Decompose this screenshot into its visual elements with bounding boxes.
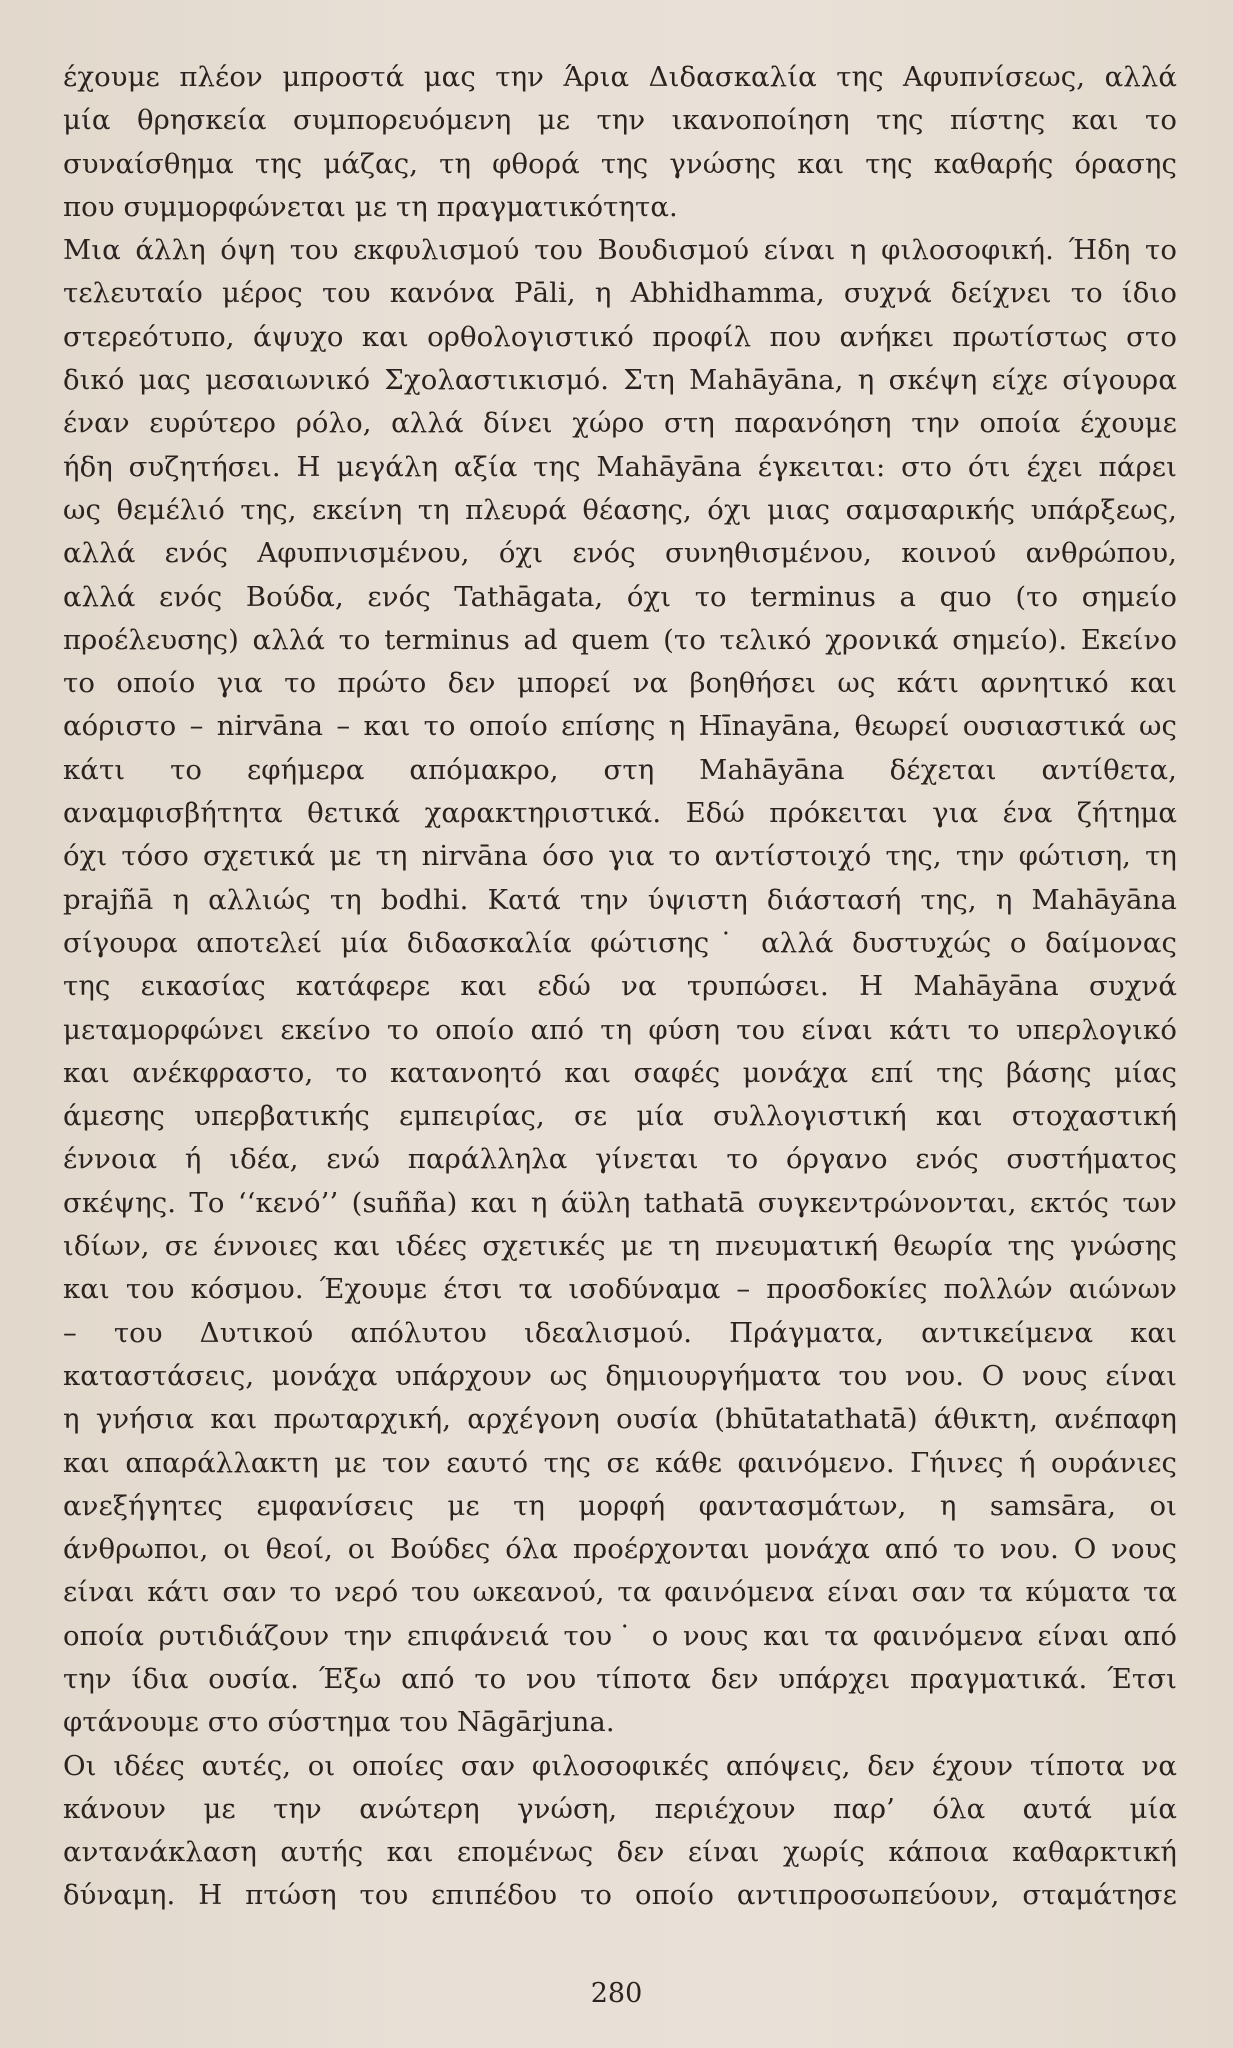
text-line: κάνουν με την ανώτερη γνώση, περιέχουν παρ’ όλα αυτά μία [63, 1792, 1177, 1825]
text-line: φτάνουμε στο σύστημα του Nāgārjuna. [63, 1706, 615, 1739]
text-line: ήδη συζητήσει. Η μεγάλη αξία της Mahāyāna έγκειται: στο ότι έχει πάρει [63, 450, 1177, 483]
text-line: όχι τόσο σχετικά με τη nirvāna όσο για το αντίστοιχό της, την φώτιση, τη [63, 840, 1177, 873]
text-line: προέλευσης) αλλά το terminus ad quem (το τελικό χρονικά σημείο). Εκείνο [63, 623, 1177, 656]
text-line: είναι κάτι σαν το νερό του ωκεανού, τα φαινόμενα είναι σαν τα κύματα τα [63, 1576, 1177, 1609]
text-line: αλλά ενός Αφυπνισμένου, όχι ενός συνηθισμένου, κοινού ανθρώπου, [63, 537, 1177, 570]
text-line: κάτι το εφήμερα απόμακρο, στη Mahāyāna δέχεται αντίθετα, [63, 753, 1177, 786]
text-line: της εικασίας κατάφερε και εδώ να τρυπώσει. Η Mahāyāna συχνά [63, 970, 1177, 1003]
text-line: ανεξήγητες εμφανίσεις με τη μορφή φαντασμάτων, η samsāra, οι [63, 1489, 1177, 1522]
text-line: σκέψης. Το ‘‘κενό’’ (suñña) και η άϋλη tathatā συγκεντρώνονται, εκτός των [63, 1186, 1177, 1219]
text-line: αόριστο – nirvāna – και το οποίο επίσης η Hīnayāna, θεωρεί ουσιαστικά ως [63, 710, 1177, 743]
paragraph [63, 229, 1177, 1744]
text-line: αλλά ενός Βούδα, ενός Tathāgata, όχι το terminus a quo (το σημείο [63, 580, 1177, 613]
text-line: και του κόσμου. Έχουμε έτσι τα ισοδύναμα – προσδοκίες πολλών αιώνων [63, 1273, 1177, 1306]
text-line: το οποίο για το πρώτο δεν μπορεί να βοηθήσει ως κάτι αρνητικό και [63, 667, 1177, 700]
text-line: άνθρωποι, οι θεοί, οι Βούδες όλα προέρχονται μονάχα από το νου. Ο νους [63, 1533, 1177, 1566]
text-line: ιδίων, σε έννοιες και ιδέες σχετικές με τη πνευματική θεωρία της γνώσης [63, 1230, 1177, 1263]
text-line: έναν ευρύτερο ρόλο, αλλά δίνει χώρο στη παρανόηση την οποία έχουμε [63, 407, 1177, 440]
text-line: οποία ρυτιδιάζουν την επιφάνειά του˙ ο νους και τα φαινόμενα είναι από [63, 1619, 1177, 1652]
text-line: καταστάσεις, μονάχα υπάρχουν ως δημιουργήματα του νου. Ο νους είναι [63, 1359, 1177, 1392]
text-line: την ίδια ουσία. Έξω από το νου τίποτα δεν υπάρχει πραγματικά. Έτσι [63, 1662, 1177, 1695]
text-line: prajñā η αλλιώς τη bodhi. Κατά την ύψιστη διάστασή της, η Mahāyāna [63, 883, 1177, 916]
text-line: στερεότυπο, άψυχο και ορθολογιστικό προφίλ που ανήκει πρωτίστως στο [63, 320, 1177, 353]
text-line: μεταμορφώνει εκείνο το οποίο από τη φύση του είναι κάτι το υπερλογικό [63, 1013, 1177, 1046]
text-line: – του Δυτικού απόλυτου ιδεαλισμού. Πράγματα, αντικείμενα και [63, 1316, 1177, 1349]
text-line: συναίσθημα της μάζας, τη φθορά της γνώσης και της καθαρής όρασης [63, 147, 1177, 180]
text-line: έννοια ή ιδέα, ενώ παράλληλα γίνεται το όργανο ενός συστήματος [63, 1143, 1177, 1176]
text-line: τελευταίο μέρος του κανόνα Pāli, η Abhidhamma, συχνά δείχνει το ίδιο [63, 277, 1177, 310]
text-line: έχουμε πλέον μπροστά μας την Άρια Διδασκαλία της Αφυπνίσεως, αλλά [63, 61, 1177, 93]
text-line: μία θρησκεία συμπορευόμενη με την ικανοποίηση της πίστης και το [63, 104, 1177, 137]
text-body [63, 56, 1177, 1918]
paragraph [63, 1745, 1177, 1918]
text-line: άμεσης υπερβατικής εμπειρίας, σε μία συλλογιστική και στοχαστική [63, 1100, 1177, 1133]
text-line: που συμμορφώνεται με τη πραγματικότητα. [63, 190, 678, 223]
text-line: αντανάκλαση αυτής και επομένως δεν είναι χωρίς κάποια καθαρκτική [63, 1836, 1177, 1869]
text-line: και απαράλλακτη με τον εαυτό της σε κάθε φαινόμενο. Γήινες ή ουράνιες [63, 1446, 1177, 1479]
text-line: και ανέκφραστο, το κατανοητό και σαφές μονάχα επί της βάσης μίας [63, 1056, 1177, 1089]
text-line: η γνήσια και πρωταρχική, αρχέγονη ουσία (bhūtatathatā) άθικτη, ανέπαφη [63, 1403, 1177, 1436]
page-number: 280 [590, 1978, 643, 2009]
paragraph [63, 56, 1177, 229]
text-line: δύναμη. Η πτώση του επιπέδου το οποίο αντιπροσωπεύουν, σταμάτησε [63, 1879, 1177, 1912]
text-line: Μια άλλη όψη του εκφυλισμού του Βουδισμού είναι η φιλοσοφική. Ήδη το [63, 234, 1177, 267]
text-line: σίγουρα αποτελεί μία διδασκαλία φώτισης˙ αλλά δυστυχώς ο δαίμονας [63, 926, 1177, 959]
text-line: ως θεμέλιό της, εκείνη τη πλευρά θέασης, όχι μιας σαμσαρικής υπάρξεως, [63, 493, 1177, 526]
text-line: αναμφισβήτητα θετικά χαρακτηριστικά. Εδώ πρόκειται για ένα ζήτημα [63, 797, 1177, 830]
text-line: Οι ιδέες αυτές, οι οποίες σαν φιλοσοφικές απόψεις, δεν έχουν τίποτα να [63, 1749, 1177, 1782]
book-page [63, 56, 1177, 2016]
text-line: δικό μας μεσαιωνικό Σχολαστικισμό. Στη Mahāyāna, η σκέψη είχε σίγουρα [63, 364, 1177, 397]
